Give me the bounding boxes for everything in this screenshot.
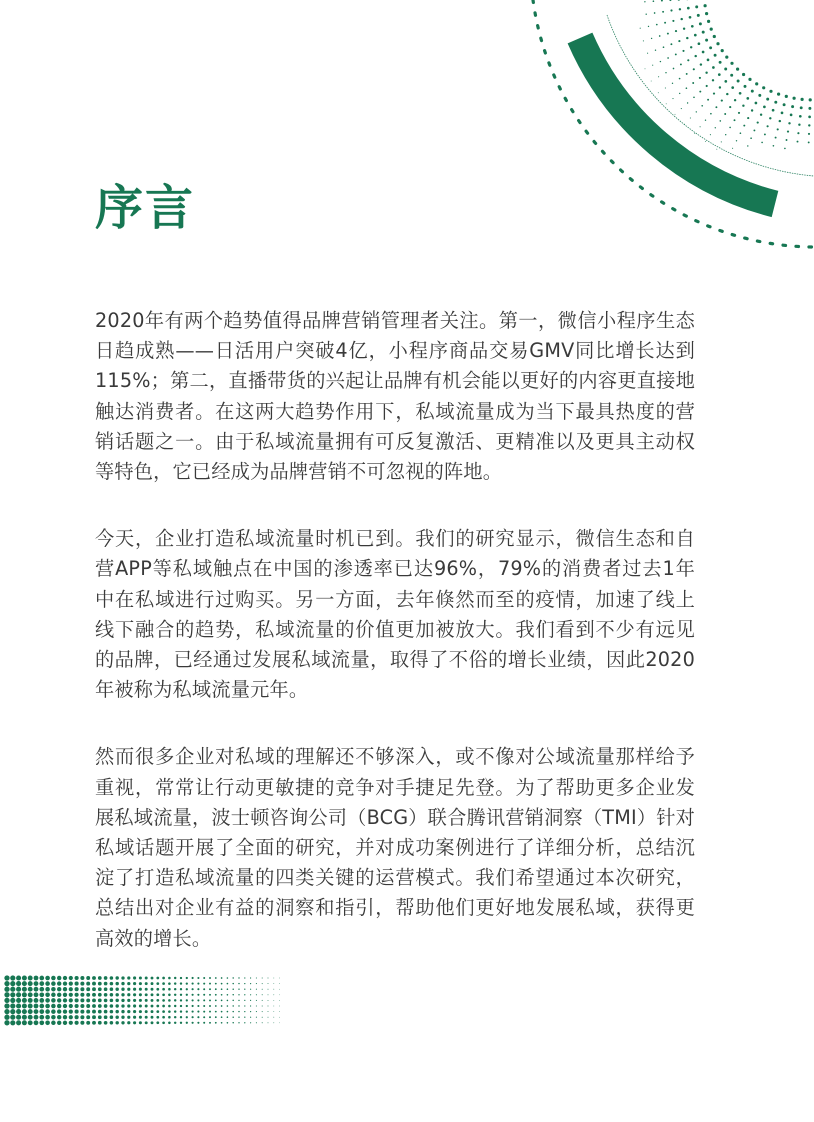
- paragraph-2: 今天，企业打造私域流量时机已到。我们的研究显示，微信生态和自营APP等私域触点在中国的渗透率已达96%，79%的消费者过去1年中在私域进行过购买。另一方面，去年倏然而至的疫情，加速了线上线下融合的趋势，私域流量的价值更加被放大。我们看到不少有远见的品牌，已经通过发展私域流量，取得了不俗的增长业绩，因此2020年被称为私域流量元年。: [95, 527, 695, 702]
- page-title: 序言: [95, 180, 196, 236]
- thin-arc: [607, 15, 814, 176]
- halftone-dots-decoration: [0, 970, 290, 1030]
- halftone-arc: [640, 0, 812, 150]
- body-text: [95, 306, 695, 991]
- paragraph-3: 然而很多企业对私域的理解还不够深入，或不像对公域流量那样给予重视，常常让行动更敏捷的竞争对手捷足先登。为了帮助更多企业发展私域流量，波士顿咨询公司（BCG）联合腾讯营销洞察（TMI）针对私域话题开展了全面的研究，并对成功案例进行了详细分析，总结沉淀了打造私域流量的四类关键的运营模式。我们希望通过本次研究，总结出对企业有益的洞察和指引，帮助他们更好地发展私域，获得更高效的增长。: [95, 745, 695, 950]
- paragraph-1: 2020年有两个趋势值得品牌营销管理者关注。第一，微信小程序生态日趋成熟——日活用户突破4亿，小程序商品交易GMV同比增长达到115%；第二，直播带货的兴起让品牌有机会能以更好的内容更直接地触达消费者。在这两大趋势作用下，私域流量成为当下最具热度的营销话题之一。由于私域流量拥有可反复激活、更精准以及更具主动权等特色，它已经成为品牌营销不可忽视的阵地。: [95, 309, 695, 484]
- thick-arc: [580, 38, 775, 204]
